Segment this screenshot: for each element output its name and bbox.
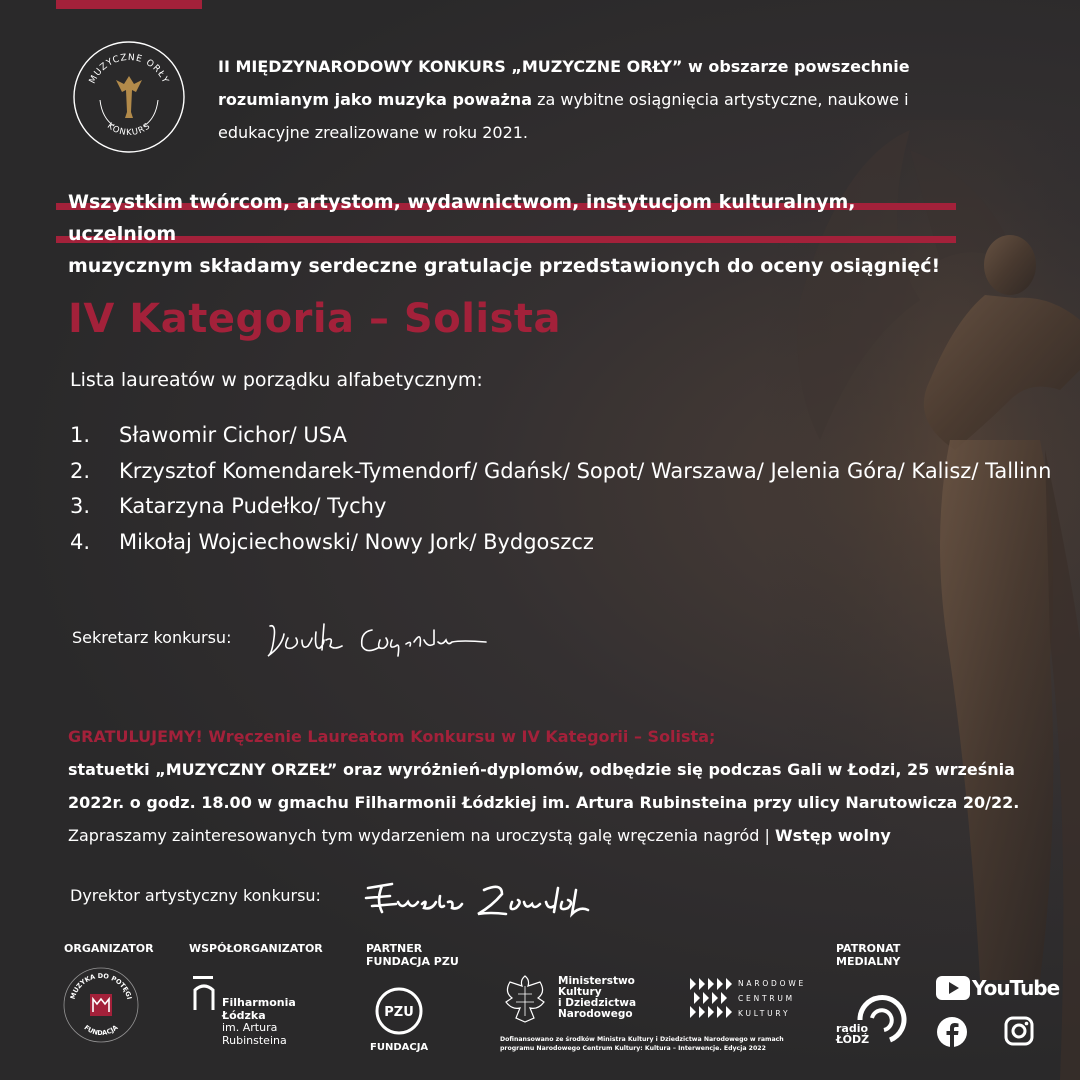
coorganizer-name xyxy=(222,997,296,1047)
header-rest-text: za wybitne osiągnięcia artystyczne, naukowe i edukacyjne zrealizowane w roku 2021. xyxy=(218,90,909,142)
eagle-emblem-icon xyxy=(500,972,550,1026)
media-label-2: MEDIALNY xyxy=(836,955,901,968)
ceremony-headline: GRATULUJEMY! Wręczenie Laureatom Konkursu w IV Kategorii – Solista; xyxy=(68,727,716,746)
ministry-line-3: i Dziedzictwa xyxy=(558,997,637,1009)
logo-top-text: MUZYCZNE ORŁY xyxy=(87,52,171,86)
list-item-name: Sławomir Cichor/ USA xyxy=(119,423,347,447)
organizer-label: ORGANIZATOR xyxy=(64,942,154,955)
list-item-number: 4. xyxy=(70,529,91,554)
instagram-icon[interactable] xyxy=(1004,1016,1034,1046)
director-label: Dyrektor artystyczny konkursu: xyxy=(70,886,321,905)
contest-logo xyxy=(72,40,186,154)
contest-header xyxy=(218,50,978,149)
partner-label xyxy=(366,942,459,968)
ministry-line-2: Kultury xyxy=(558,986,602,998)
radio-line-2: ŁÓDŹ xyxy=(836,1033,870,1046)
list-item-name: Mikołaj Wojciechowski/ Nowy Jork/ Bydgoszcz xyxy=(119,529,594,554)
youtube-icon[interactable] xyxy=(936,976,970,1000)
list-item-number: 1. xyxy=(70,423,91,447)
list-item xyxy=(70,418,1060,454)
director-signature xyxy=(362,876,594,922)
organizer-logo xyxy=(62,966,140,1044)
invitation-text: Zapraszamy zainteresowanych tym wydarzeniem na uroczystą galę wręczenia nagród | xyxy=(68,826,776,845)
list-item-name: Katarzyna Pudełko/ Tychy xyxy=(119,494,387,518)
partner-label-2: FUNDACJA PZU xyxy=(366,955,459,968)
facebook-icon[interactable] xyxy=(936,1016,968,1048)
greeting xyxy=(68,186,968,282)
list-item xyxy=(70,525,1060,561)
ncc-line-3: KULTURY xyxy=(738,1009,791,1018)
coorganizer-name-3: im. Artura xyxy=(222,1021,278,1034)
partner-sub: FUNDACJA xyxy=(370,1042,429,1053)
radio-lodz-logo xyxy=(834,988,908,1046)
svg-text:KONKURS xyxy=(105,121,153,138)
list-intro: Lista laureatów w porządku alfabetycznym: xyxy=(70,369,483,391)
ministry-name xyxy=(558,976,636,1020)
ceremony-body: statuetki „MUZYCZNY ORZEŁ” oraz wyróżnień-dyplomów, odbędzie się podczas Gali w Łodzi, 25 września 2022r. o godz. 18.00 w gmachu Filharmonii Łódzkiej im. Artura Rubinsteina przy ulicy Narutowicza 20/22. xyxy=(68,760,1020,812)
logo-bottom-text: KONKURS xyxy=(105,121,153,139)
list-item xyxy=(70,489,1060,525)
svg-text:FUNDACJA xyxy=(82,1023,119,1037)
pzu-logo xyxy=(374,986,424,1036)
greeting-line-2: muzycznym składamy serdeczne gratulacje przedstawionych do oceny osiągnięć! xyxy=(68,255,941,277)
funding-note-1: Dofinansowano ze środków Ministra Kultury i Dziedzictwa Narodowego w ramach xyxy=(500,1036,784,1043)
media-patron-label xyxy=(836,942,900,968)
ceremony-info xyxy=(68,720,1028,819)
ncc-name xyxy=(738,976,806,1021)
media-label-1: PATRONAT xyxy=(836,942,901,955)
funding-note-2: programu Narodowego Centrum Kultury: Kultura – Interwencje. Edycja 2022 xyxy=(500,1045,766,1052)
secretary-signature xyxy=(262,616,488,664)
youtube-label[interactable]: YouTube xyxy=(972,976,1060,1000)
partner-label-1: PARTNER xyxy=(366,942,423,955)
header-bold-text: II MIĘDZYNARODOWY KONKURS „MUZYCZNE ORŁY” w obszarze powszechnie rozumianym jako muzyka poważna xyxy=(218,57,910,109)
funding-note xyxy=(500,1035,810,1053)
organizer-logo-bottom: FUNDACJA xyxy=(82,1023,120,1038)
ncc-logo-icon xyxy=(690,978,732,1018)
philharmonic-icon xyxy=(192,976,216,1010)
category-title: IV Kategoria – Solista xyxy=(68,296,562,342)
organizer-logo-top: MUZYKA DO POTĘGI xyxy=(68,971,134,1001)
laureates-list xyxy=(70,418,1060,560)
ncc-line-1: NARODOWE xyxy=(738,979,807,988)
secretary-label: Sekretarz konkursu: xyxy=(72,628,232,647)
list-item-name: Krzysztof Komendarek-Tymendorf/ Gdańsk/ Sopot/ Warszawa/ Jelenia Góra/ Kalisz/ Tallinn xyxy=(119,458,1052,483)
list-item-number: 3. xyxy=(70,494,91,518)
top-accent-bar xyxy=(56,0,202,9)
ministry-line-1: Ministerstwo xyxy=(558,975,635,987)
coorganizer-name-1: Filharmonia xyxy=(222,996,296,1009)
list-item xyxy=(70,454,1060,490)
ncc-line-2: CENTRUM xyxy=(738,994,795,1003)
coorganizer-name-4: Rubinsteina xyxy=(222,1033,287,1047)
ministry-line-4: Narodowego xyxy=(558,1008,633,1020)
free-entry-text: Wstęp wolny xyxy=(775,826,891,845)
radio-line-1: radio xyxy=(836,1022,869,1035)
coorganizer-label: WSPÓŁORGANIZATOR xyxy=(189,942,323,955)
greeting-line-1: Wszystkim twórcom, artystom, wydawnictwom, instytucjom kulturalnym, uczelniom xyxy=(68,191,856,245)
invitation xyxy=(68,826,1028,845)
pzu-logo-text: PZU xyxy=(384,1005,414,1020)
coorganizer-name-2: Łódzka xyxy=(222,1008,266,1022)
list-item-number: 2. xyxy=(70,458,91,483)
